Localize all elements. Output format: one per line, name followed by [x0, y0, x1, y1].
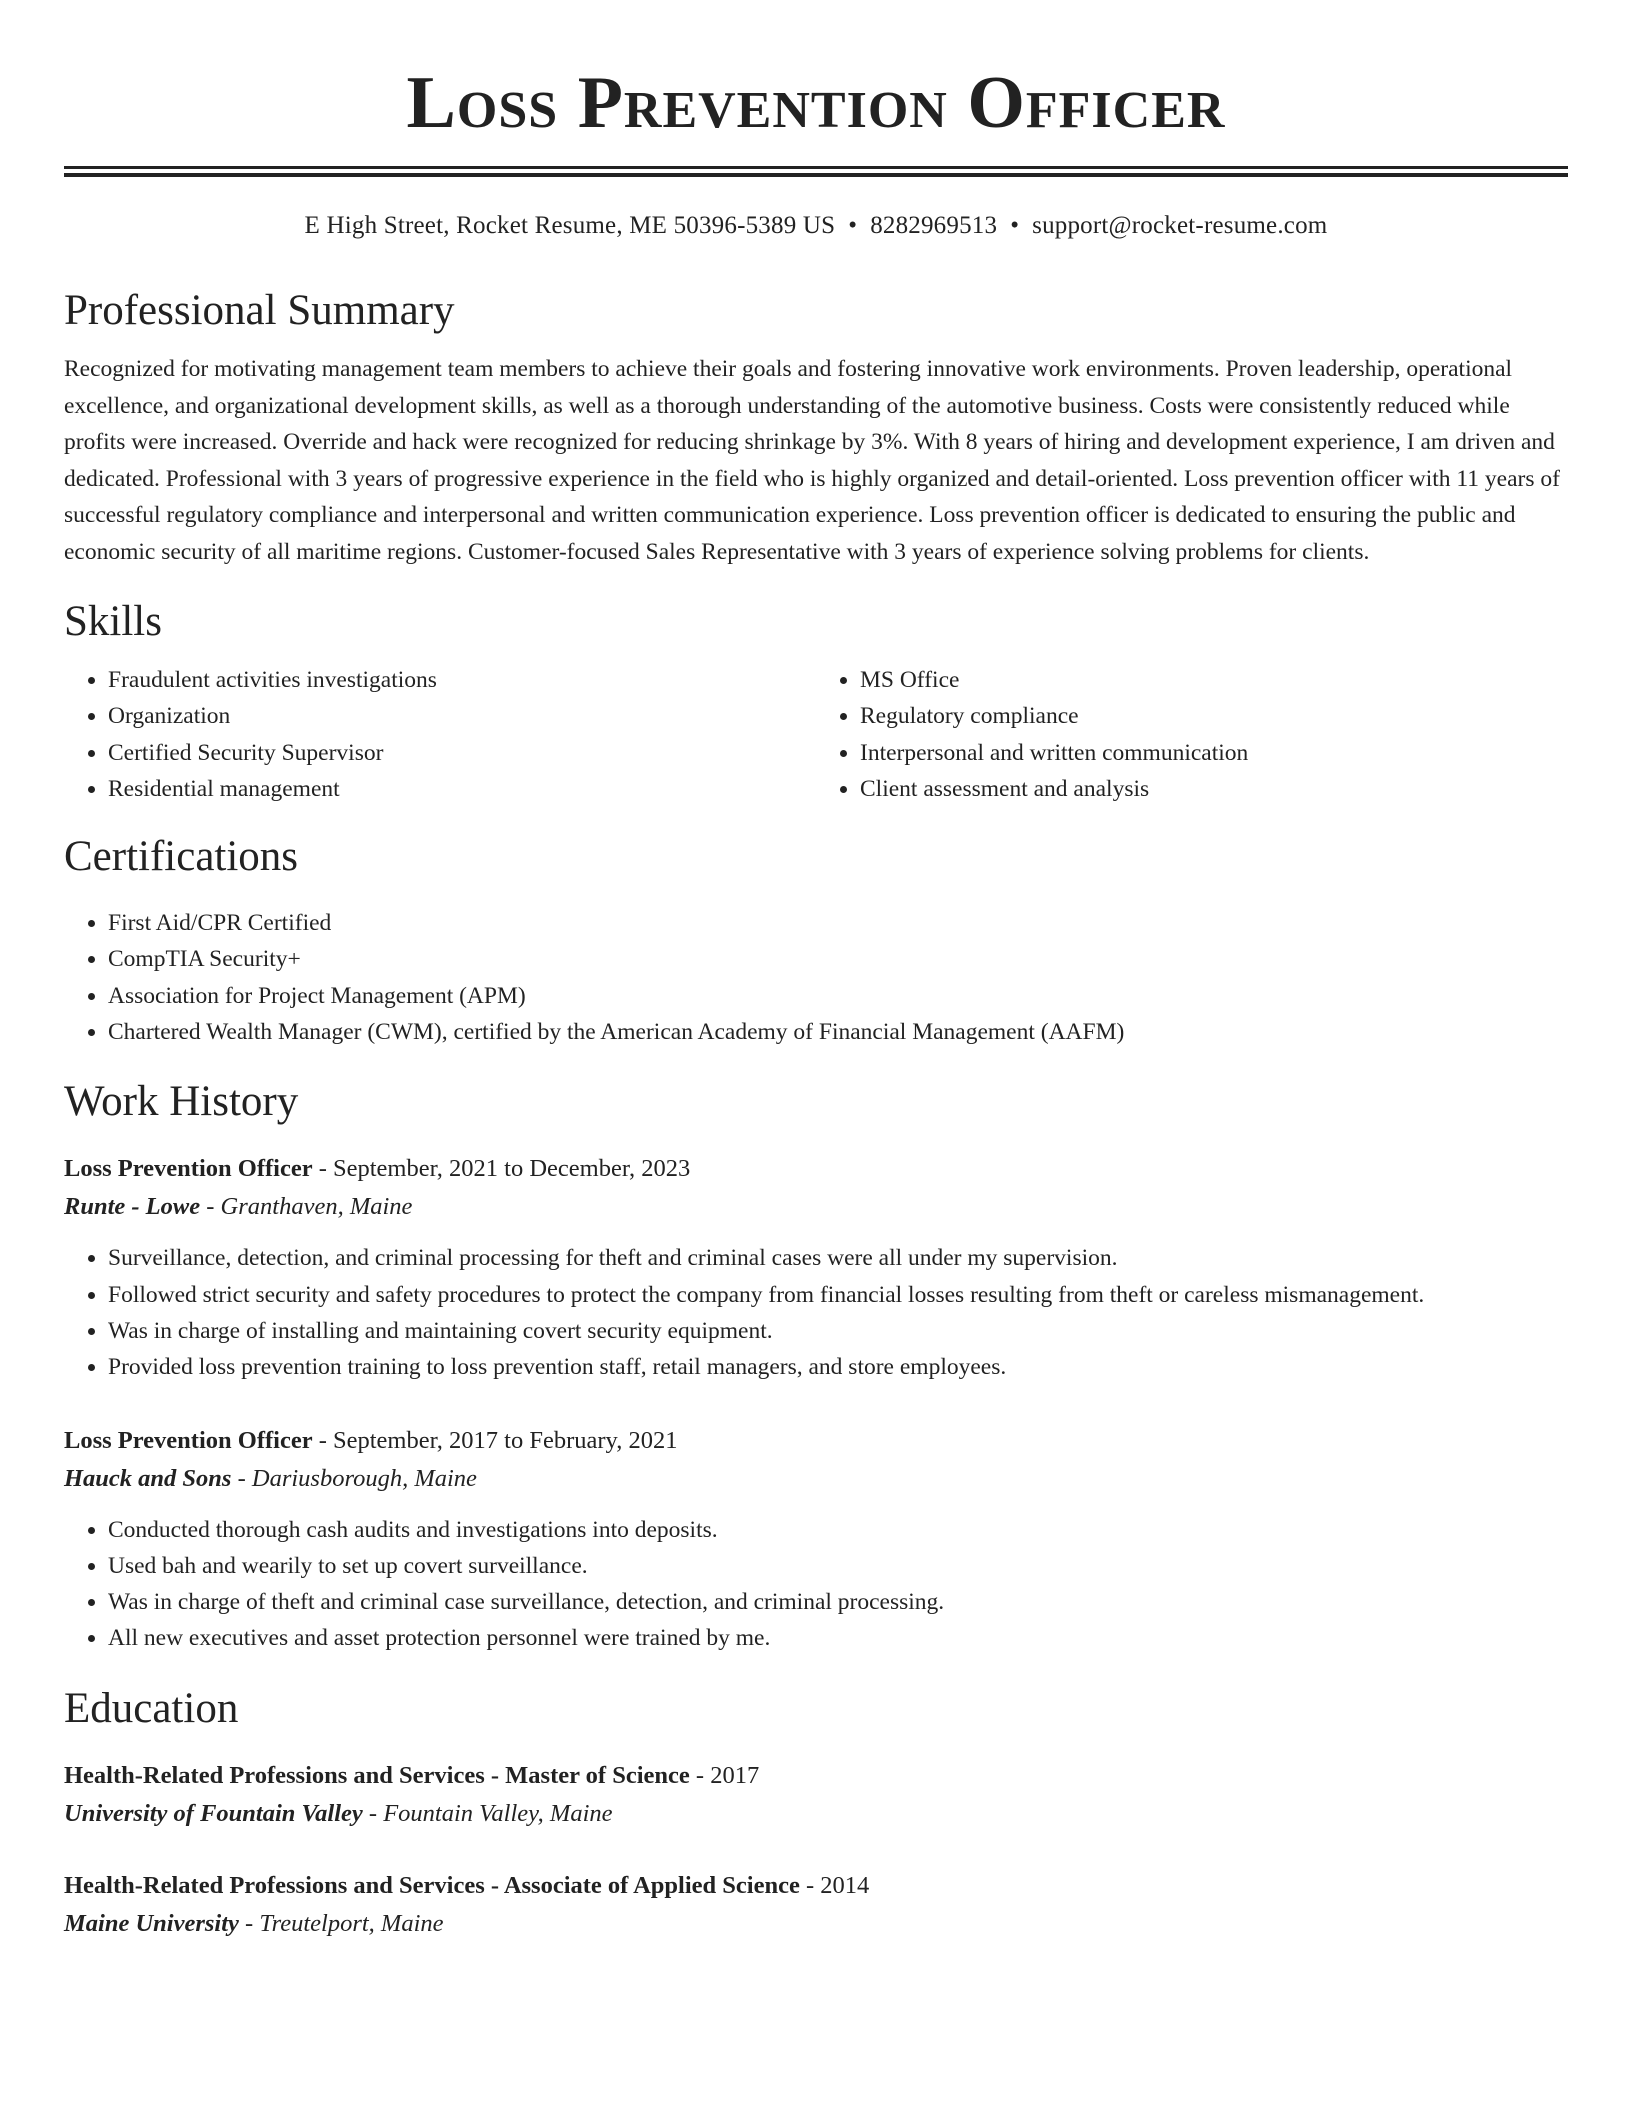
job-location: Dariusborough, Maine [251, 1464, 477, 1492]
certification-item: • First Aid/CPR Certified [108, 905, 1568, 941]
resume-name-title: Loss Prevention Officer [406, 62, 1226, 144]
job-bullet: • Was in charge of theft and criminal case surveillance, detection, and criminal processing. [108, 1584, 1568, 1620]
skills-grid [64, 662, 1568, 807]
school-location: Fountain Valley, Maine [383, 1799, 613, 1827]
education-entry [64, 1867, 1568, 1943]
job-entry [64, 1422, 1568, 1657]
job-company: Hauck and Sons [64, 1464, 232, 1492]
degree-name: Health-Related Professions and Services - Master of Science [64, 1761, 690, 1789]
job-company: Runte - Lowe [64, 1193, 201, 1221]
skills-heading: Skills [64, 598, 162, 645]
job-company-line: Hauck and Sons - Dariusborough, Maine [64, 1464, 477, 1492]
skill-item: • Organization [108, 698, 816, 734]
job-title: Loss Prevention Officer [64, 1426, 313, 1454]
job-title-line: Loss Prevention Officer - September, 2017 to February, 2021 [64, 1426, 678, 1454]
job-dates: September, 2017 to February, 2021 [333, 1426, 678, 1454]
skill-item: • Client assessment and analysis [860, 771, 1568, 807]
job-location: Granthaven, Maine [220, 1193, 413, 1221]
skill-item: • Residential management [108, 771, 816, 807]
certification-item: • CompTIA Security+ [108, 941, 1568, 977]
job-bullet: • All new executives and asset protection personnel were trained by me. [108, 1620, 1568, 1656]
skill-item: • Fraudulent activities investigations [108, 662, 816, 698]
education-heading: Education [64, 1684, 239, 1732]
contact-phone: 8282969513 [870, 212, 998, 239]
contact-separator: • [848, 212, 858, 239]
job-company-line: Runte - Lowe - Granthaven, Maine [64, 1193, 413, 1221]
job-title-line: Loss Prevention Officer - September, 2021 to December, 2023 [64, 1155, 691, 1183]
degree-line: Health-Related Professions and Services - Associate of Applied Science - 2014 [64, 1871, 870, 1899]
contact-line [64, 211, 1568, 241]
contact-separator: • [1010, 212, 1020, 239]
job-bullet: • Was in charge of installing and maintaining covert security equipment. [108, 1313, 1568, 1349]
summary-text: Recognized for motivating management team members to achieve their goals and fostering innovative work environments. Proven leadership, operational excellence, and organizational development skills, as well as a thorough understanding of the automotive business. Costs were consistently reduced while profits were increased. Override and hack were recognized for reducing shrinkage by 3%. With 8 years of hiring and development experience, I am driven and dedicated. Professional with 3 years of progressive experience in the field who is highly organized and detail-oriented. Loss prevention officer with 11 years of successful regulatory compliance and interpersonal and written communication experience. Loss prevention officer is dedicated to ensuring the public and economic security of all maritime regions. Customer-focused Sales Representative with 3 years of experience solving problems for clients. [64, 356, 1560, 565]
summary-heading: Professional Summary [64, 287, 455, 334]
job-bullet: • Provided loss prevention training to loss prevention staff, retail managers, and store employees. [108, 1349, 1568, 1385]
education-entry [64, 1757, 1568, 1833]
degree-year: 2017 [710, 1761, 760, 1789]
job-bullet: • Conducted thorough cash audits and investigations into deposits. [108, 1512, 1568, 1548]
skill-item: • Certified Security Supervisor [108, 735, 816, 771]
education-section [64, 1683, 1568, 1943]
certification-item: • Association for Project Management (APM) [108, 978, 1568, 1014]
contact-email: support@rocket-resume.com [1032, 212, 1328, 239]
school-name: University of Fountain Valley [64, 1799, 363, 1827]
job-bullets [64, 1512, 1568, 1657]
job-bullet: • Followed strict security and safety procedures to protect the company from financial losses resulting from theft or careless mismanagement. [108, 1277, 1568, 1313]
job-bullet: • Surveillance, detection, and criminal processing for theft and criminal cases were all under my supervision. [108, 1240, 1568, 1276]
degree-name: Health-Related Professions and Services - Associate of Applied Science [64, 1871, 800, 1899]
contact-address: E High Street, Rocket Resume, ME 50396-5389 US [304, 212, 836, 239]
certification-item: • Chartered Wealth Manager (CWM), certified by the American Academy of Financial Management (AAFM) [108, 1014, 1568, 1050]
school-line: Maine University - Treutelport, Maine [64, 1909, 444, 1937]
certifications-section [64, 831, 1568, 1050]
skill-item: • Interpersonal and written communication [860, 735, 1568, 771]
summary-section [64, 285, 1568, 570]
skills-list-left [64, 662, 816, 807]
skills-section [64, 596, 1568, 807]
degree-year: 2014 [820, 1871, 870, 1899]
degree-line: Health-Related Professions and Services - Master of Science - 2017 [64, 1761, 760, 1789]
job-bullet: • Used bah and wearily to set up covert surveillance. [108, 1548, 1568, 1584]
skill-item: • Regulatory compliance [860, 698, 1568, 734]
work-history-section [64, 1076, 1568, 1656]
school-name: Maine University [64, 1909, 239, 1937]
school-location: Treutelport, Maine [259, 1909, 444, 1937]
certifications-heading: Certifications [64, 833, 299, 881]
header-divider [64, 166, 1568, 177]
work-history-heading: Work History [64, 1078, 299, 1126]
job-dates: September, 2021 to December, 2023 [333, 1155, 691, 1183]
skill-item: • MS Office [860, 662, 1568, 698]
job-title: Loss Prevention Officer [64, 1155, 313, 1183]
job-entry [64, 1150, 1568, 1385]
skills-list-right [816, 662, 1568, 807]
certifications-list [64, 905, 1568, 1050]
job-bullets [64, 1240, 1568, 1385]
school-line: University of Fountain Valley - Fountain Valley, Maine [64, 1799, 613, 1827]
